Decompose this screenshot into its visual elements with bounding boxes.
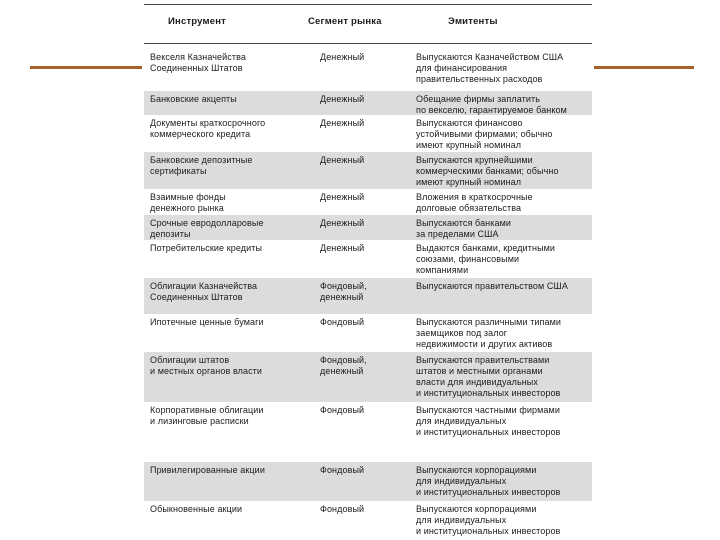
cell-segment: Денежный (320, 94, 365, 104)
cell-instrument: Ипотечные ценные бумаги (150, 317, 264, 327)
cell-segment: Фондовый (320, 405, 365, 415)
table-row (144, 278, 592, 314)
table-row (144, 501, 592, 539)
cell-segment: Фондовый (320, 465, 365, 475)
table-row (144, 240, 592, 278)
cell-instrument: Документы краткосрочного коммерческого кредита (150, 118, 266, 139)
table-row (144, 215, 592, 240)
table-row (144, 115, 592, 152)
cell-issuers: Выдаются банками, кредитными союзами, финансовыми компаниями (416, 243, 556, 275)
cell-issuers: Обещание фирмы заплатить по векселю, гарантируемое банком (416, 94, 567, 115)
cell-issuers: Выпускаются банками за пределами США (416, 218, 512, 239)
header-issuers: Эмитенты (448, 16, 498, 27)
cell-segment: Денежный (320, 155, 365, 165)
cell-issuers: Выпускаются крупнейшими коммерческими банками; обычно имеют крупный номинал (416, 155, 559, 187)
header-market-segment: Сегмент рынка (308, 16, 382, 27)
cell-instrument: Облигации Казначейства Соединенных Штатов (150, 281, 258, 302)
table-row (144, 152, 592, 189)
cell-segment: Денежный (320, 243, 365, 253)
cell-segment: Денежный (320, 218, 365, 228)
table-row (144, 402, 592, 462)
decorative-line-left (30, 66, 142, 69)
table-row (144, 91, 592, 115)
cell-segment: Денежный (320, 118, 365, 128)
cell-instrument: Срочные евродолларовые депозиты (150, 218, 264, 239)
cell-instrument: Корпоративные облигации и лизинговые расписки (150, 405, 264, 426)
cell-issuers: Выпускаются корпорациями для индивидуальных и институциональных инвесторов (416, 465, 561, 497)
cell-instrument: Векселя Казначейства Соединенных Штатов (150, 52, 246, 73)
table-row (144, 49, 592, 91)
financial-instruments-table (144, 2, 592, 540)
cell-issuers: Выпускаются правительствами штатов и местными органами власти для индивидуальных и институциональных инвесторов (416, 355, 561, 398)
cell-instrument: Обыкновенные акции (150, 504, 243, 514)
header-instrument: Инструмент (168, 16, 227, 27)
cell-segment: Денежный (320, 192, 365, 202)
decorative-line-right (594, 66, 694, 69)
cell-issuers: Вложения в краткосрочные долговые обязательства (416, 192, 533, 213)
cell-instrument: Потребительские кредиты (150, 243, 263, 253)
header-rule (144, 43, 592, 44)
cell-segment: Фондовый (320, 504, 365, 514)
cell-instrument: Взаимные фонды денежного рынка (150, 192, 226, 213)
cell-issuers: Выпускаются Казначейством США для финансирования правительственных расходов (416, 52, 564, 84)
cell-issuers: Выпускаются финансово устойчивыми фирмами; обычно имеют крупный номинал (416, 118, 553, 150)
cell-issuers: Выпускаются различными типами заемщиков под залог недвижимости и других активов (416, 317, 562, 349)
table-top-rule (144, 4, 592, 5)
cell-segment: Фондовый, денежный (320, 281, 367, 302)
cell-issuers: Выпускаются корпорациями для индивидуальных и институциональных инвесторов (416, 504, 561, 536)
cell-segment: Фондовый, денежный (320, 355, 367, 376)
cell-segment: Фондовый (320, 317, 365, 327)
cell-instrument: Банковские акцепты (150, 94, 237, 104)
cell-issuers: Выпускаются частными фирмами для индивидуальных и институциональных инвесторов (416, 405, 561, 437)
cell-segment: Денежный (320, 52, 365, 62)
table-row (144, 462, 592, 501)
cell-issuers: Выпускаются правительством США (416, 281, 568, 291)
table-row (144, 352, 592, 402)
table-row (144, 189, 592, 215)
cell-instrument: Облигации штатов и местных органов власти (150, 355, 263, 376)
cell-instrument: Банковские депозитные сертификаты (150, 155, 253, 176)
cell-instrument: Привилегированные акции (150, 465, 265, 475)
table-row (144, 314, 592, 352)
